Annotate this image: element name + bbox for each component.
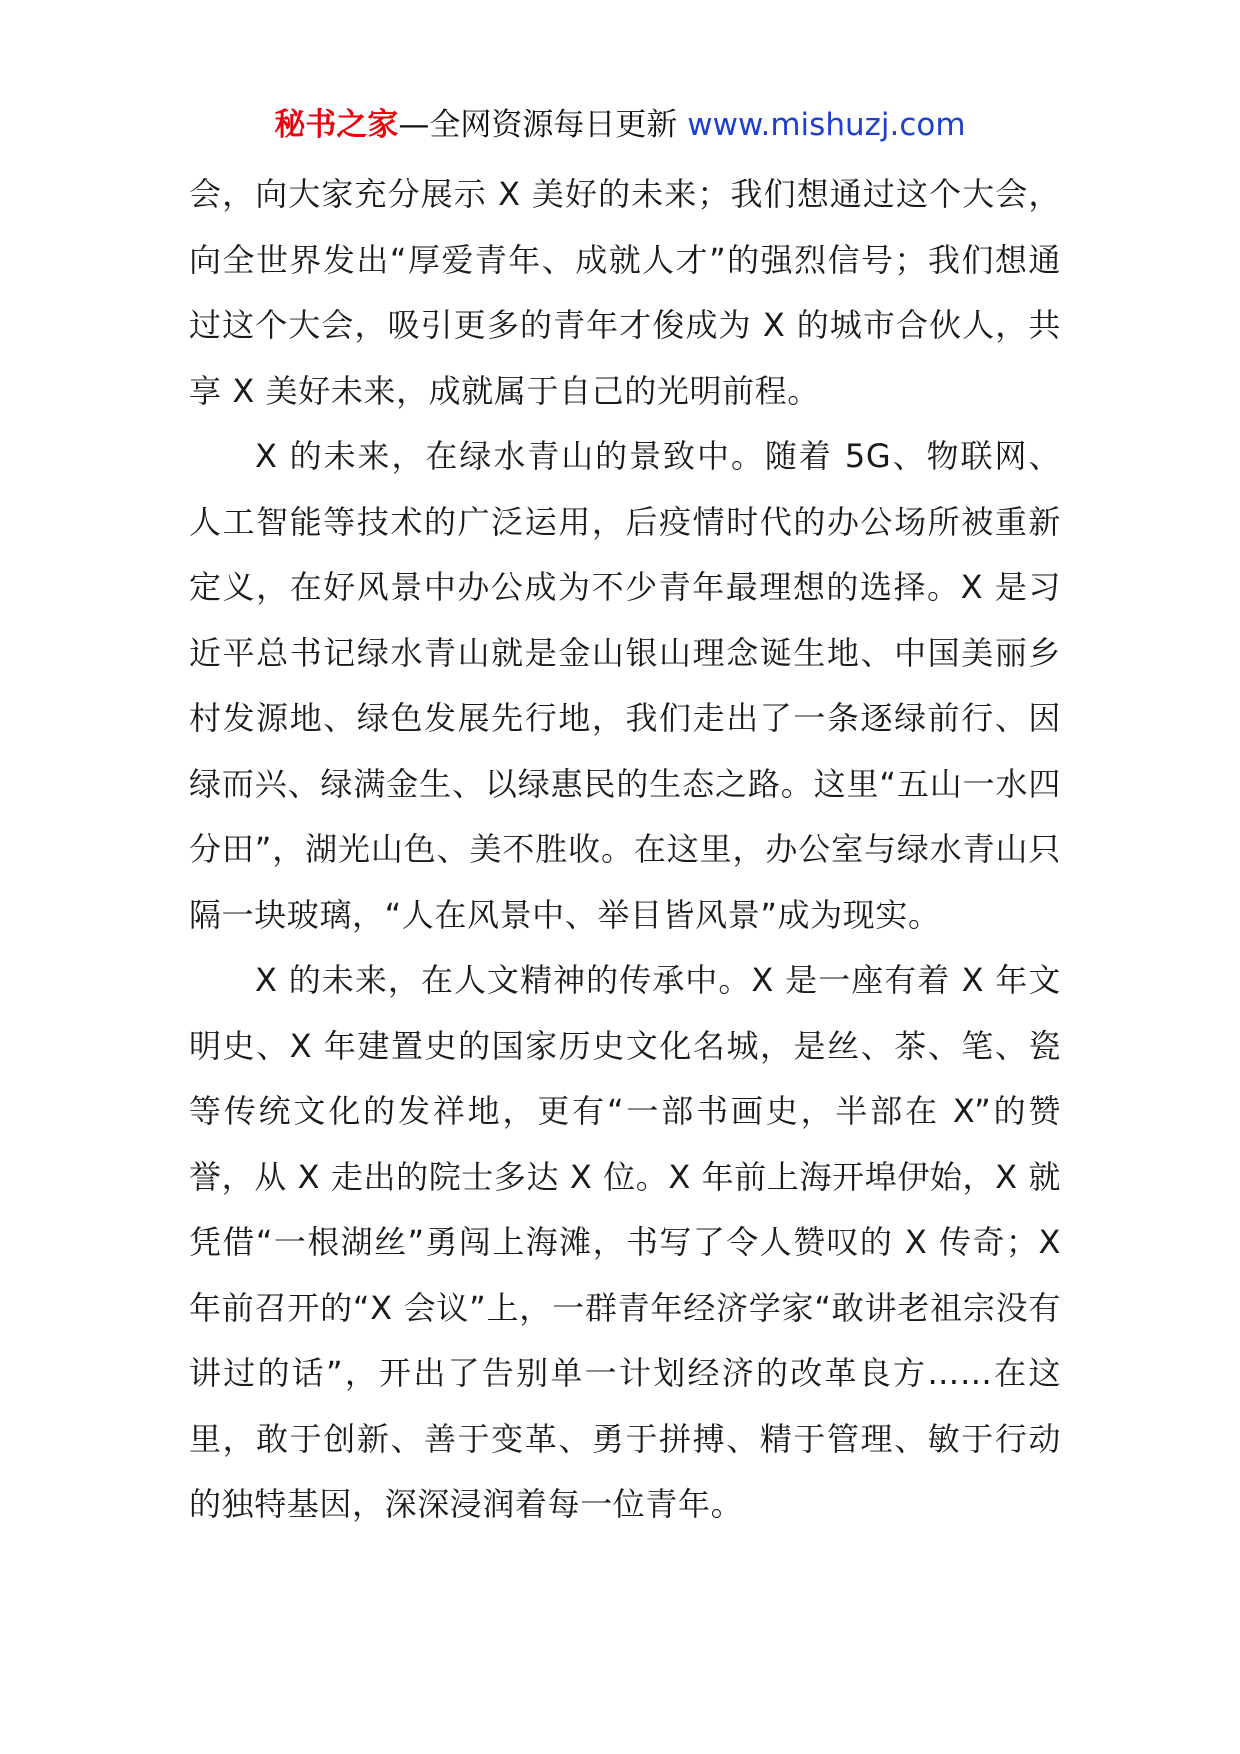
paragraph-green-mountains: X 的未来，在绿水青山的景致中。随着 5G、物联网、人工智能等技术的广泛运用，后疫情时代的办公场所被重新定义，在好风景中办公成为不少青年最理想的选择。X 是习近平总书记绿水青山就是金山银山理念诞生地、中国美丽乡村发源地、绿色发展先行地，我们走出了一条逐绿前行、因绿而兴、绿满金生、以绿惠民的生态之路。这里“五山一水四分田”，湖光山色、美不胜收。在这里，办公室与绿水青山只隔一块玻璃，“人在风景中、举目皆风景”成为现实。	[189, 437, 1061, 934]
header-tagline: —全网资源每日更新	[398, 107, 678, 143]
paragraph-humanistic-spirit: X 的未来，在人文精神的传承中。X 是一座有着 X 年文明史、X 年建置史的国家历史文化名城，是丝、茶、笔、瓷等传统文化的发祥地，更有“一部书画史，半部在 X”的赞誉，从 X 走出的院士多达 X 位。X 年前上海开埠伊始，X 就凭借“一根湖丝”勇闯上海滩，书写了令人赞叹的 X 传奇；X 年前召开的“X 会议”上，一群青年经济学家“敢讲老祖宗没有讲过的话”，开出了告别单一计划经济的改革良方……在这里，敢于创新、善于变革、勇于拼搏、精于管理、敏于行动的独特基因，深深浸润着每一位青年。	[189, 961, 1061, 1523]
paragraph-continued: 会，向大家充分展示 X 美好的未来；我们想通过这个大会，向全世界发出“厚爱青年、成就人才”的强烈信号；我们想通过这个大会，吸引更多的青年才俊成为 X 的城市合伙人，共享 X 美好未来，成就属于自己的光明前程。	[189, 175, 1061, 410]
header-url-link[interactable]: www.mishuzj.com	[687, 107, 966, 143]
page-header	[0, 100, 1240, 150]
document-body	[189, 162, 1061, 1538]
header-brand: 秘书之家	[274, 107, 399, 143]
